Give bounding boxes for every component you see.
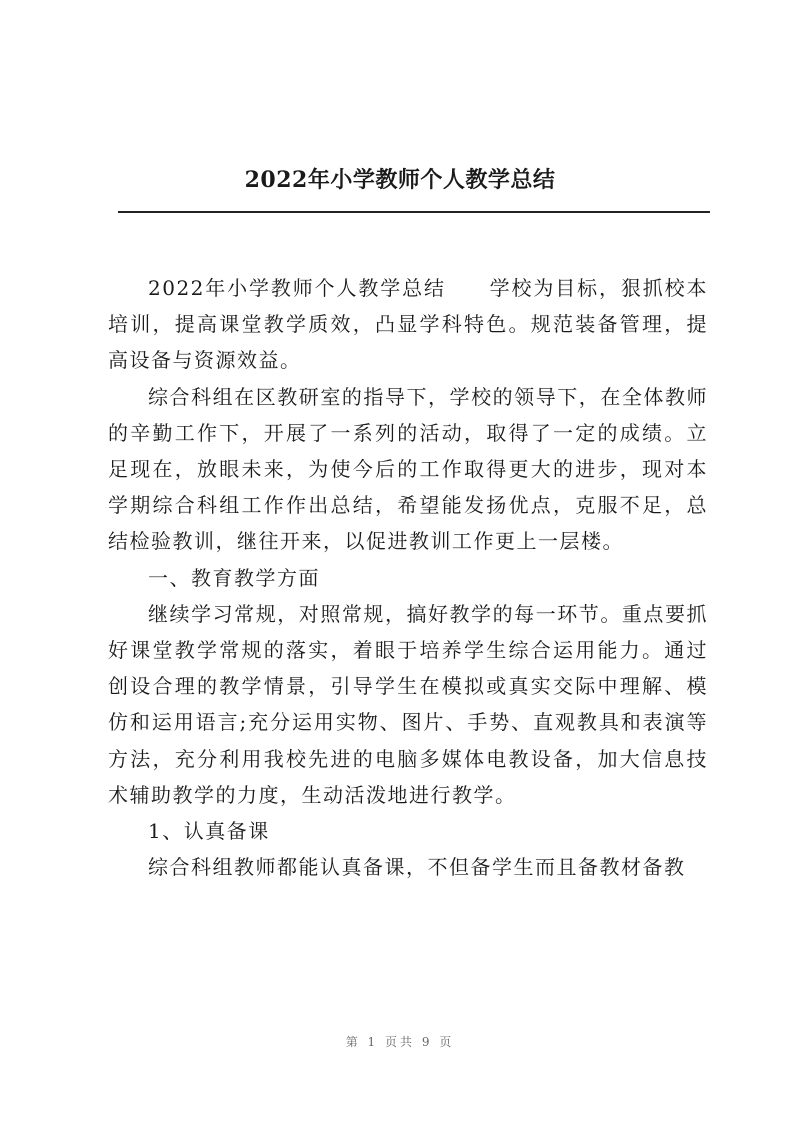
paragraph-lesson-prep: 综合科组教师都能认真备课，不但备学生而且备教材备教	[148, 855, 686, 880]
section-heading-teaching: 一、教育教学方面	[148, 565, 320, 590]
subsection-heading-lesson-prep: 1、认真备课	[148, 819, 270, 844]
paragraph-summary: 综合科组在区教研室的指导下，学校的领导下，在全体教师的辛勤工作下，开展了一系列的活动，取得了一定的成绩。立足现在，放眼未来，为使今后的工作取得更大的进步，现对本学期综合科组工作作出总结，希望能发扬优点，克服不足，总结检验教训，继往开来，以促进教训工作更上一层楼。	[108, 384, 708, 554]
page-title: 2022年小学教师个人教学总结	[244, 167, 556, 193]
page-number: 第 1 页共 9 页	[345, 1035, 455, 1049]
paragraph-intro: 2022年小学教师个人教学总结 学校为目标，狠抓校本培训，提高课堂教学质效，凸显学科特色。规范装备管理，提高设备与资源效益。	[108, 276, 708, 373]
paragraph-teaching: 继续学习常规，对照常规，搞好教学的每一环节。重点要抓好课堂教学常规的落实，着眼于培养学生综合运用能力。通过创设合理的教学情景，引导学生在模拟或真实交际中理解、模仿和运用语言;充分运用实物、图片、手势、直观教具和表演等方法，充分利用我校先进的电脑多媒体电教设备，加大信息技术辅助教学的力度，生动活泼地进行教学。	[108, 601, 708, 807]
document-body	[108, 270, 708, 885]
title-divider	[118, 211, 710, 213]
